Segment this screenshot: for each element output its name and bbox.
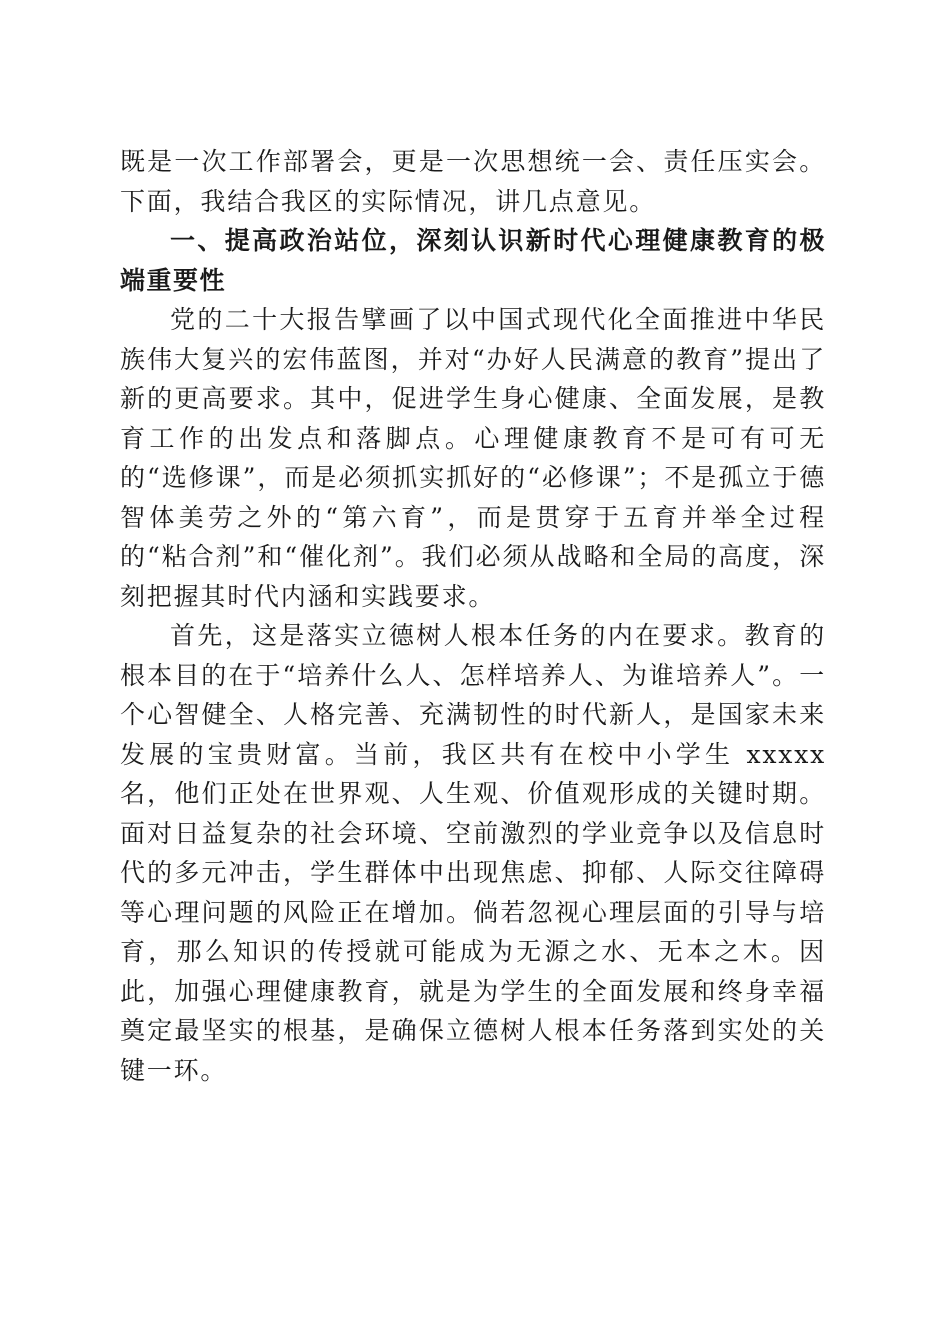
document-body <box>120 142 826 1090</box>
paragraph-opening: 既是一次工作部署会，更是一次思想统一会、责任压实会。下面，我结合我区的实际情况，讲几点意见。 <box>120 147 826 216</box>
paragraph-report: 党的二十大报告擘画了以中国式现代化全面推进中华民族伟大复兴的宏伟蓝图，并对“办好人民满意的教育”提出了新的更高要求。其中，促进学生身心健康、全面发展，是教育工作的出发点和落脚点。心理健康教育不是可有可无的“选修课”，而是必须抓实抓好的“必修课”；不是孤立于德智体美劳之外的“第六育”，而是贯穿于五育并举全过程的“粘合剂”和“催化剂”。我们必须从战略和全局的高度，深刻把握其时代内涵和实践要求。 <box>120 305 826 611</box>
paragraph-firstly: 首先，这是落实立德树人根本任务的内在要求。教育的根本目的在于“培养什么人、怎样培养人、为谁培养人”。一个心智健全、人格完善、充满韧性的时代新人，是国家未来发展的宝贵财富。当前，我区共有在校中小学生 xxxxx 名，他们正处在世界观、人生观、价值观形成的关键时期。面对日益复杂的社会环境、空前激烈的学业竞争以及信息时代的多元冲击，学生群体中出现焦虑、抑郁、人际交往障碍等心理问题的风险正在增加。倘若忽视心理层面的引导与培育，那么知识的传授就可能成为无源之水、无本之木。因此，加强心理健康教育，就是为学生的全面发展和终身幸福奠定最坚实的根基，是确保立德树人根本任务落到实处的关键一环。 <box>120 621 826 1085</box>
section-heading: 一、提高政治站位，深刻认识新时代心理健康教育的极端重要性 <box>120 226 826 295</box>
